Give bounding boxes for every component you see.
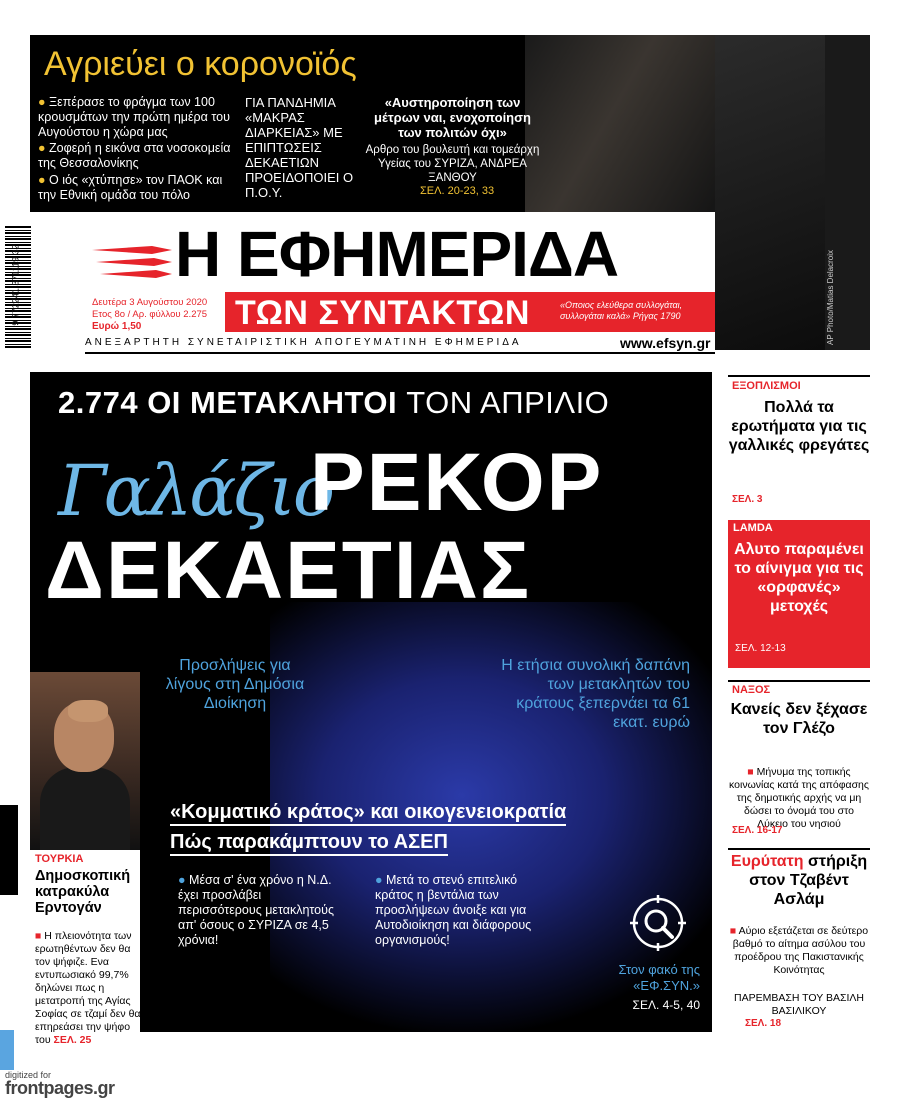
masthead-rule xyxy=(85,352,715,354)
main-left-blurb: Προσλήψεις για λίγους στη Δημόσια Διοίκηση xyxy=(165,657,305,712)
right-page: ΣΕΛ. 16-17 xyxy=(732,825,783,836)
main-bullet: ● Μετά το στενό επιτελικό κράτος η βεντάλια των προσλήψεων άνοιξε και για Αυτοδιοίκηση και διάφορους οργανισμούς! xyxy=(375,873,532,947)
top-banner xyxy=(30,35,715,212)
right-rule xyxy=(728,375,870,377)
main-subhead-1[interactable]: «Κομματικό κράτος» και οικογενειοκρατία xyxy=(170,800,566,826)
pen-nibs-logo-icon xyxy=(92,244,172,284)
right-rule xyxy=(728,680,870,682)
erdogan-photo xyxy=(30,672,140,850)
who-warning: ΓΙΑ ΠΑΝΔΗΜΙΑ «ΜΑΚΡΑΣ ΔΙΑΡΚΕΙΑΣ» ΜΕ ΕΠΙΠΤΩΣΕΙΣ ΔΕΚΑΕΤΙΩΝ ΠΡΟΕΙΔΟΠΟΙΕΙ Ο Π.Ο.Υ. xyxy=(245,95,354,200)
right-text: ■ Αύριο εξετάζεται σε δεύτερο βαθμό το αίτημα ασύλου του προέδρου της Πακιστανικής Κοινότητας xyxy=(729,925,869,976)
lens-page: ΣΕΛ. 4-5, 40 xyxy=(632,998,700,1012)
barcode-number: 9 772241 371119 32 xyxy=(10,244,21,326)
turkey-title[interactable]: Δημοσκοπική κατρακύλα Ερντογάν xyxy=(35,868,131,916)
right-tag: ΝΑΞΟΣ xyxy=(732,684,771,696)
turkey-text: ■ Η πλειονότητα των ερωτηθέντων δεν θα τον ψήφιζε. Ενα εντυπωσιακό 99,7% δηλώνει πως η μετατροπή της Αγίας Σοφίας σε τζαμί δεν θα επηρεάσει την ψήφο του ΣΕΛ. 25 xyxy=(35,930,141,1046)
issue-price: Ευρώ 1,50 xyxy=(92,321,142,332)
side-blue-strip xyxy=(0,1030,14,1070)
right-text: ■ Μήνυμα της τοπικής κοινωνίας κατά της απόφασης της δημοτικής αρχής να μη δώσει το όνομά του στο Λύκειο του νησιού xyxy=(729,766,869,830)
right-page: ΣΕΛ. 18 xyxy=(745,1018,782,1029)
magnifier-target-icon xyxy=(630,895,686,951)
masthead-title[interactable]: Η ΕΦΗΜΕΡΙΔΑ xyxy=(175,218,619,290)
quote-page: ΣΕΛ. 20-23, 33 xyxy=(420,185,495,197)
masthead-subtitle: ΤΩΝ ΣΥΝΤΑΚΤΩΝ xyxy=(235,294,530,332)
top-title[interactable]: Αγριεύει ο κορονοϊός xyxy=(44,45,357,83)
main-headline-line1[interactable]: ΡΕΚΟΡ xyxy=(310,437,604,528)
main-kicker[interactable]: 2.774 ΟΙ ΜΕΤΑΚΛΗΤΟΙ ΤΟΝ ΑΠΡΙΛΙΟ xyxy=(58,385,610,420)
right-title[interactable]: Πολλά τα ερωτήματα για τις γαλλικές φρεγάτες xyxy=(728,399,870,454)
mask-photo xyxy=(715,35,825,350)
right-title[interactable]: Κανείς δεν ξέχασε τον Γλέζο xyxy=(730,701,868,737)
main-bullet: ● Μέσα σ' ένα χρόνο η Ν.Δ. έχει προσλάβει περισσότερους μετακλητούς απ' όσους ο ΣΥΡΙΖΑ σε 4,5 χρόνια! xyxy=(178,873,334,947)
issue-info xyxy=(92,297,207,321)
main-subhead-2[interactable]: Πώς παρακάμπτουν το ΑΣΕΠ xyxy=(170,830,448,856)
protest-photo xyxy=(525,35,715,212)
main-right-blurb: Η ετήσια συνολική δαπάνη των μετακλητών του κράτους ξεπερνάει τα 61 εκατ. ευρώ xyxy=(501,657,690,731)
quote-byline: Αρθρο του βουλευτή και τομεάρχη Υγείας του ΣΥΡΙΖΑ, ΑΝΔΡΕΑ ΞΑΝΘΟΥ xyxy=(365,144,540,184)
top-bullet: ● Ξεπέρασε το φράγμα των 100 κρουσμάτων την πρώτη ημέρα του Αυγούστου η χώρα μας xyxy=(38,95,230,139)
right-note: ΠΑΡΕΜΒΑΣΗ ΤΟΥ ΒΑΣΙΛΗ ΒΑΣΙΛΙΚΟΥ xyxy=(734,992,864,1017)
photo-credit: AP Photo/Matias Delacroix xyxy=(826,249,835,345)
right-title[interactable]: Αλυτο παραμένει το αίνιγμα για τις «ορφανές» μετοχές xyxy=(734,541,864,615)
issue-date: Δευτέρα 3 Αυγούστου 2020 xyxy=(92,297,208,308)
footer-site[interactable]: frontpages.gr xyxy=(5,1078,115,1098)
right-page: ΣΕΛ. 12-13 xyxy=(735,643,786,654)
turkey-tag: ΤΟΥΡΚΙΑ xyxy=(35,853,84,865)
top-bullet: ● Ο ιός «χτύπησε» τον ΠΑΟΚ και την Εθνική ομάδα του πόλο xyxy=(38,173,223,202)
masthead-slogan: «Οποιος ελεύθερα συλλογάται, συλλογάται καλά» Ρήγας 1790 xyxy=(560,300,683,321)
side-strip xyxy=(0,805,18,895)
masthead-tagline: ΑΝΕΞΑΡΤΗΤΗ ΣΥΝΕΤΑΙΡΙΣΤΙΚΗ ΑΠΟΓΕΥΜΑΤΙΝΗ ΕΦΗΜΕΡΙΔΑ xyxy=(85,337,522,348)
right-title[interactable]: Ευρύτατη στήριξη στον Τζαβέντ Ασλάμ xyxy=(730,853,868,908)
footer-small: digitized for xyxy=(5,1070,52,1080)
right-tag: ΕΞΟΠΛΙΣΜΟΙ xyxy=(732,380,801,392)
quote-headline[interactable]: «Αυστηροποίηση των μέτρων ναι, ενοχοποίηση των πολιτών όχι» xyxy=(374,95,531,140)
lens-caption: Στον φακό της «ΕΦ.ΣΥΝ.» xyxy=(618,962,700,993)
right-tag: LAMDA xyxy=(733,522,773,534)
top-bullet: ● Ζοφερή η εικόνα στα νοσοκομεία της Θεσσαλονίκης xyxy=(38,141,231,170)
right-rule xyxy=(728,848,870,850)
issue-number: Ετος 8ο / Αρ. φύλλου 2.275 xyxy=(92,309,208,320)
website-link[interactable]: www.efsyn.gr xyxy=(620,335,711,351)
main-script-word: Γαλάζιο xyxy=(58,450,333,532)
main-headline-line2[interactable]: ΔΕΚΑΕΤΙΑΣ xyxy=(45,525,532,616)
right-page: ΣΕΛ. 3 xyxy=(732,494,763,505)
